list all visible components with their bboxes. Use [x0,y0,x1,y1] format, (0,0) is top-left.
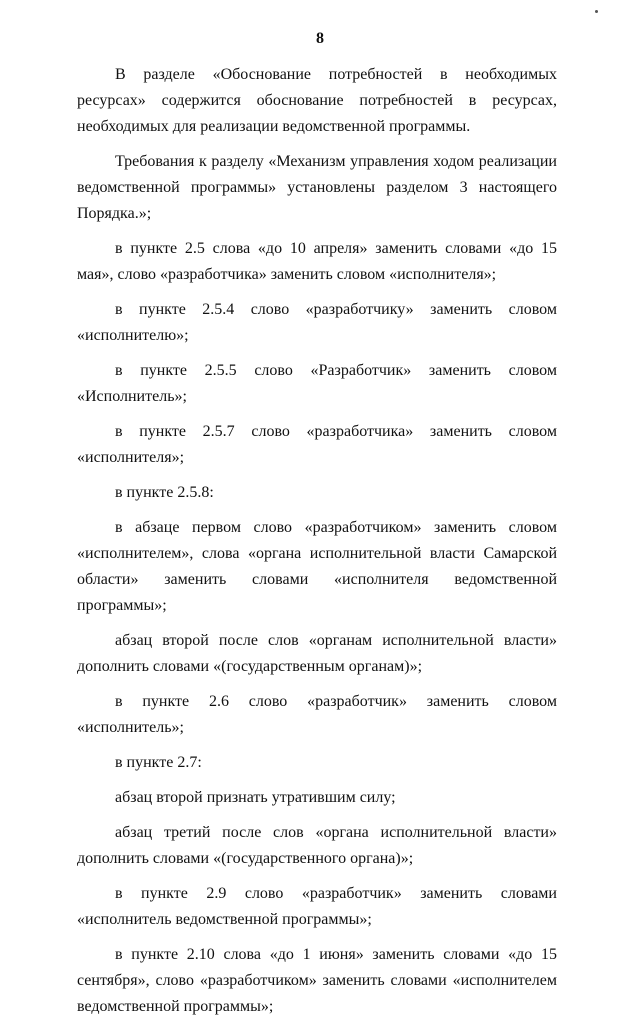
page-number: 8 [316,30,324,47]
paragraph-item-2-7: в пункте 2.7: [115,754,202,771]
paragraph-item-2-7-second: абзац второй признать утратившим силу; [115,789,396,806]
paragraph-item-2-5-4: в пункте 2.5.4 слово «разработчику» заменить словом «исполнителю»; [77,301,557,344]
paragraph-resources-justification: В разделе «Обоснование потребностей в необходимых ресурсах» содержится обоснование потребностей в ресурсах, необходимых для реализации ведомственной программы. [77,66,557,135]
document-body [77,62,557,1020]
paragraph-item-2-6: в пункте 2.6 слово «разработчик» заменить словом «исполнитель»; [77,693,557,736]
paragraph-management-mechanism: Требования к разделу «Механизм управления ходом реализации ведомственной программы» установлены разделом 3 настоящего Порядка.»; [77,153,557,222]
paragraph-item-2-5-8-second: абзац второй после слов «органам исполнительной власти» дополнить словами «(государственным органам)»; [77,632,557,675]
paragraph-item-2-10: в пункте 2.10 слова «до 1 июня» заменить словами «до 15 сентября», слово «разработчиком» заменить словами «исполнителем ведомственной программы»; [77,946,557,1015]
paragraph-item-2-9: в пункте 2.9 слово «разработчик» заменить словами «исполнитель ведомственной программы»; [77,885,557,928]
paragraph-item-2-5-5: в пункте 2.5.5 слово «Разработчик» заменить словом «Исполнитель»; [77,362,557,405]
scan-speck [595,10,598,13]
paragraph-item-2-5-8-first: в абзаце первом слово «разработчиком» заменить словом «исполнителем», слова «органа исполнительной власти Самарской области» заменить словами «исполнителя ведомственной программы»; [77,519,557,614]
paragraph-item-2-7-third: абзац третий после слов «органа исполнительной власти» дополнить словами «(государственного органа)»; [77,824,557,867]
paragraph-item-2-5-8: в пункте 2.5.8: [115,484,214,501]
paragraph-item-2-5: в пункте 2.5 слова «до 10 апреля» заменить словами «до 15 мая», слово «разработчика» заменить словом «исполнителя»; [77,240,557,283]
paragraph-item-2-5-7: в пункте 2.5.7 слово «разработчика» заменить словом «исполнителя»; [77,423,557,466]
